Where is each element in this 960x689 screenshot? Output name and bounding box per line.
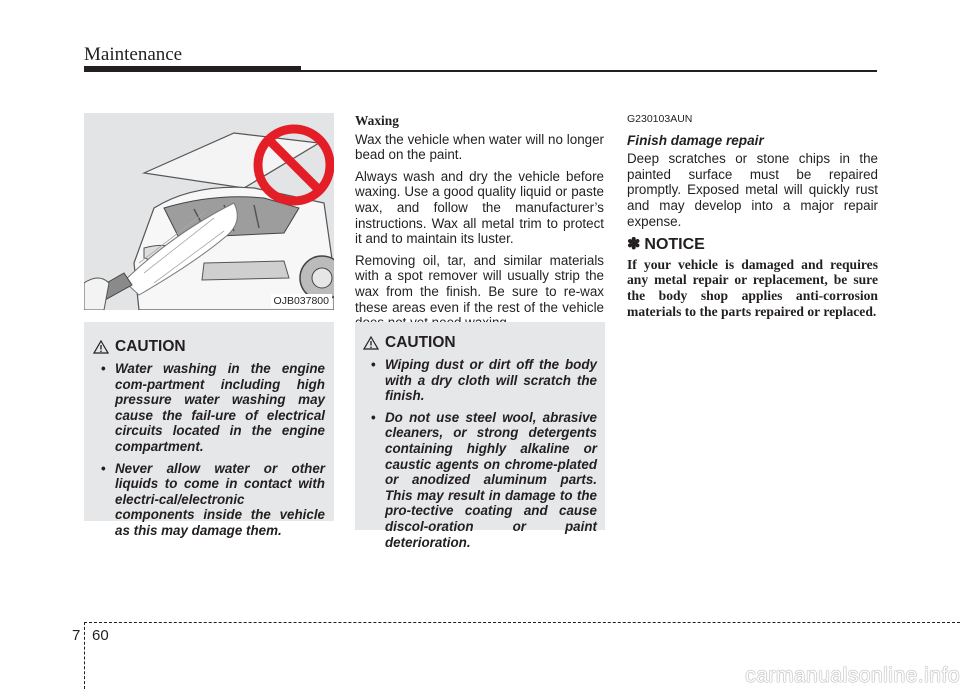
waxing-paragraph: Wax the vehicle when water will no longer bead on the paint. (355, 131, 604, 163)
section-code: G230103AUN (627, 113, 693, 125)
footer-rule (84, 622, 960, 623)
warning-triangle-icon (93, 340, 109, 354)
waxing-section (355, 113, 604, 337)
caution-item: • Do not use steel wool, abrasive cleaners, or strong detergents containing highly alkaline or caustic agents on chrome-plated or anodized aluminum parts. This may result in damage to the pro-tective coating and cause discol-oration or paint deterioration. (363, 410, 597, 550)
waxing-paragraph: Always wash and dry the vehicle before waxing. Use a good quality liquid or paste wax, and follow the manufacturer’s instructions. Wax all metal trim to protect it and to maintain its luster. (355, 168, 604, 247)
notice-icon: ✽ (627, 236, 641, 254)
image-code: OJB037800 (271, 294, 332, 308)
header-rule-thin (301, 70, 877, 72)
caution-item: • Wiping dust or dirt off the body with a dry cloth will scratch the finish. (363, 357, 597, 404)
caution-box-engine (84, 322, 334, 538)
finish-damage-heading: Finish damage repair (627, 132, 764, 148)
header-rule-thick (84, 66, 301, 72)
waxing-paragraph: Removing oil, tar, and similar materials with a spot remover will usually strip the wax from the finish. Be sure to re-wax these areas even if the rest of the vehicle (355, 252, 604, 315)
caution-box-finish (355, 322, 605, 550)
caution-item: • Water washing in the engine com-partment including high pressure water washing may cause the fail-ure of electrical circuits located in the engine compartment. (93, 361, 325, 455)
notice-body: If your vehicle is damaged and requires any metal repair or replacement, be sure the body shop applies anti-corrosion materials to the parts repaired or replaced. (627, 256, 878, 319)
warning-triangle-icon (363, 336, 379, 350)
finish-damage-section (627, 112, 878, 325)
notice-title: NOTICE (644, 236, 705, 254)
watermark: carmanualsonline.info (745, 664, 960, 687)
caution-item: • Never allow water or other liquids to come in contact with electri-cal/electronic components inside the vehicle as this may damage them. (93, 461, 325, 539)
page-number: 60 (92, 627, 109, 644)
caution-title: CAUTION (115, 338, 186, 355)
header-title: Maintenance (84, 44, 183, 65)
footer-divider (84, 622, 85, 689)
chapter-number: 7 (72, 627, 81, 644)
engine-wash-illustration (84, 113, 334, 310)
caution-title: CAUTION (385, 334, 456, 351)
finish-damage-body: Deep scratches or stone chips in the painted surface must be repaired promptly. Exposed metal will quickly rust and may develop into a major repair expense. (627, 151, 878, 229)
engine-wash-drawing (84, 113, 334, 310)
waxing-heading: Waxing (355, 113, 399, 128)
